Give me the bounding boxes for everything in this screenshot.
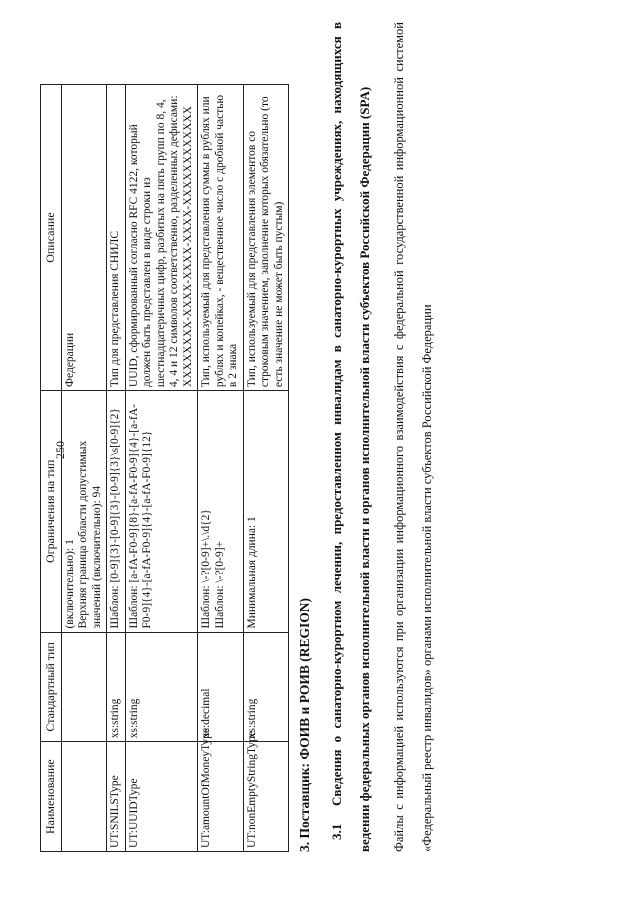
cell-description: UUID, сформированный согласно RFC 4122, который должен быть представлен в виде строки из шестнадцатеричных цифр, разбитых на пять групп по 8, 4, 4, 4 и 12 символов соответственно, разделенных дефисами: XXXXXXXX-XXXX-XXXX-XXXX-XXXXXXXXXXXX xyxy=(125,85,198,391)
cell-name: UT:SNILSType xyxy=(107,742,126,852)
type-definitions-table xyxy=(40,84,289,852)
cell-restrictions: Шаблон: [0-9]{3}-[0-9]{3}-[0-9]{3}\s[0-9]{2} xyxy=(107,391,126,632)
cell-name: UT:UUIDType xyxy=(125,742,198,852)
section-number: 3.1 xyxy=(329,823,344,840)
column-header-standard-type: Стандартный тип xyxy=(41,632,62,742)
cell-standard-type: xs:string xyxy=(243,632,289,742)
cell-name: UT:amountOfMoneyType xyxy=(198,742,244,852)
table-body xyxy=(61,85,289,852)
table-row xyxy=(198,85,244,852)
cell-standard-type: xs:string xyxy=(125,632,198,742)
cell-standard-type: xs:string xyxy=(107,632,126,742)
body-paragraph: Файлы с информацией используются при организации информационного взаимодействия с федеральной государственной информационной системой «Федеральный реестр инвалидов» органами исполнительной власти субъектов Российской Федерации xyxy=(392,22,434,852)
column-header-restrictions: Ограничения на тип xyxy=(41,391,62,632)
page-number: 250 xyxy=(53,441,67,459)
cell-restrictions: Шаблон: [a-fA-F0-9]{8}-[a-fA-F0-9]{4}-[a-fA-F0-9]{4}-[a-fA-F0-9]{4}-[a-fA-F0-9]{12} xyxy=(125,391,198,632)
cell-standard-type: xs:decimal xyxy=(198,632,244,742)
cell-restrictions: (включительно): 1 Верхняя граница области допустимых значений (включительно): 94 xyxy=(61,391,107,632)
section-3-1-heading xyxy=(323,22,379,852)
cell-description: Тип для представления СНИЛС xyxy=(107,85,126,391)
rotated-page-content xyxy=(40,22,600,882)
table-header-row xyxy=(41,85,62,852)
cell-description: Федерации xyxy=(61,85,107,391)
table-row xyxy=(61,85,107,852)
table-row xyxy=(107,85,126,852)
cell-standard-type xyxy=(61,632,107,742)
table-row xyxy=(243,85,289,852)
cell-description: Тип, используемый для представления элементов со строковым значением, заполнение которых обязательно (то есть значение не может быть пустым) xyxy=(243,85,289,391)
cell-name xyxy=(61,742,107,852)
cell-description: Тип, используемый для представления суммы в рублях или рублях и копейках, - вещественное число с дробной частью в 2 знака xyxy=(198,85,244,391)
section-3-heading: 3. Поставщик: ФОИВ и РОИВ (REGION) xyxy=(297,598,312,852)
column-header-name: Наименование xyxy=(41,742,62,852)
section-title: Сведения о санаторно-курортном лечении, предоставленном инвалидам в санаторно-курортных учреждениях, находящихся в ведении федеральных органов исполнительной власти и органов исполнительной власти субъектов Российской Федерации (SPA) xyxy=(329,22,372,852)
cell-name: UT:nonEmptyStringType xyxy=(243,742,289,852)
cell-restrictions: Минимальная длина: 1 xyxy=(243,391,289,632)
cell-restrictions: Шаблон: \-?[0-9]+\.\d{2} Шаблон: \-?[0-9]+ xyxy=(198,391,244,632)
table-row xyxy=(125,85,198,852)
column-header-description: Описание xyxy=(41,85,62,391)
